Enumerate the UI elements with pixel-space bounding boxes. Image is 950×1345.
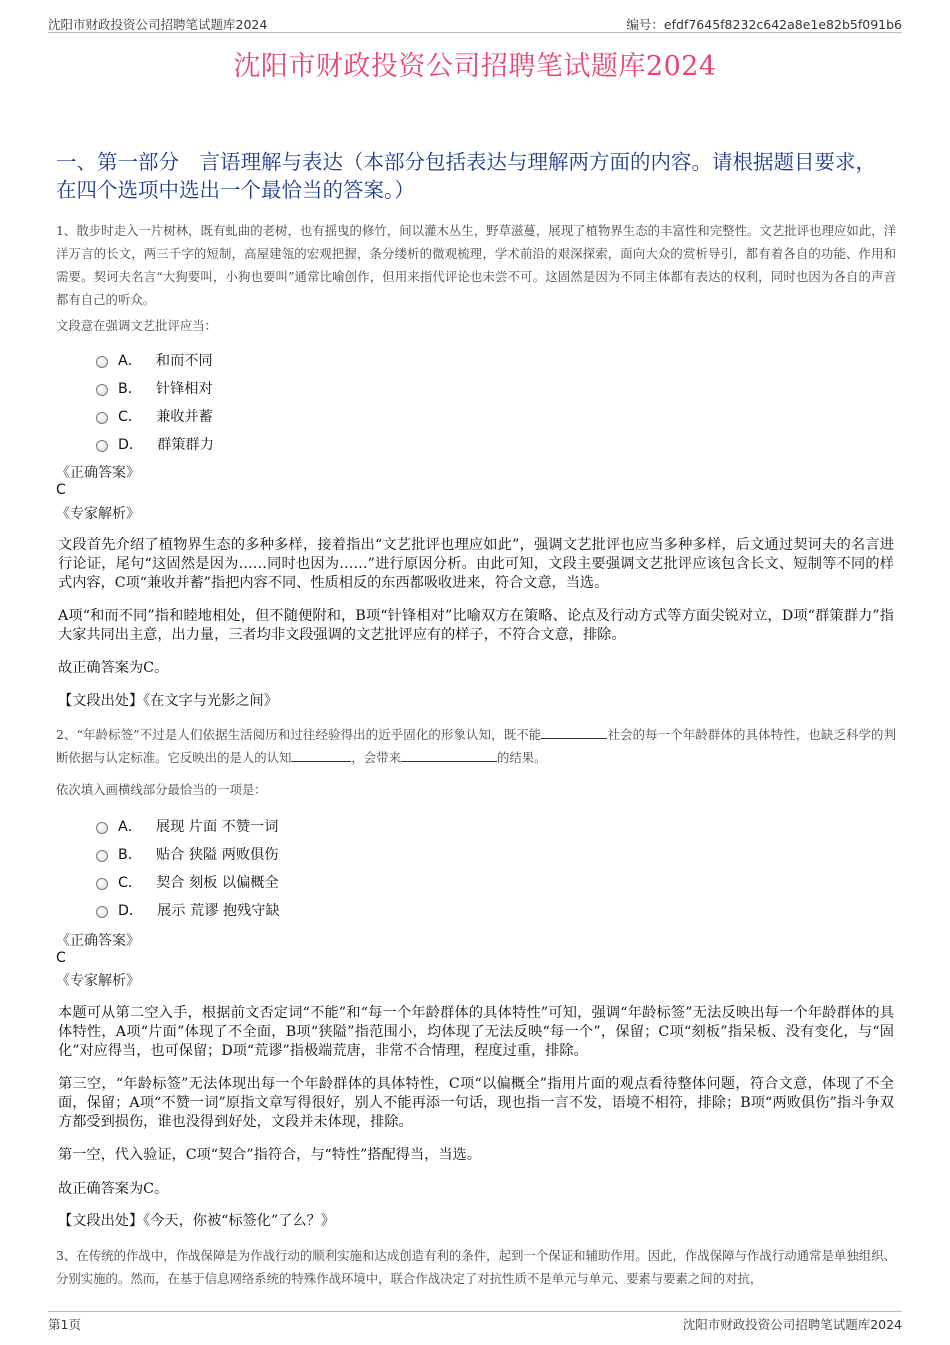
page-number: 第1页 [48, 1317, 81, 1332]
option-text: 贴合 狭隘 两败俱伤 [155, 847, 279, 863]
option-text: 展现 片面 不赞一词 [155, 819, 279, 835]
q2-passage-c: ，会带来 [351, 750, 401, 765]
q2-option-b[interactable] [96, 844, 278, 864]
q1-source: 【文段出处】《在文字与光影之间》 [58, 693, 278, 709]
q2-analysis-p4: 故正确答案为C。 [58, 1181, 169, 1197]
option-key: B． [118, 847, 142, 863]
q1-option-a[interactable] [96, 350, 213, 370]
option-key: A． [118, 819, 142, 835]
option-text: 兼收并蓄 [156, 409, 213, 425]
q2-option-a[interactable] [96, 816, 278, 836]
blank-2 [291, 749, 351, 762]
option-key: D． [118, 903, 144, 919]
radio-icon[interactable] [96, 850, 108, 862]
q2-passage-b: 社会的每一个年龄群体的具体特性，也缺乏科学的判断依据与认定标准。它反映出的是人的认知 [56, 727, 896, 765]
option-text: 展示 荒谬 抱残守缺 [157, 903, 280, 919]
page-footer [48, 1311, 902, 1332]
blank-1 [541, 726, 607, 739]
option-key: C． [118, 875, 143, 891]
q2-passage-a: 2、“年龄标签”不过是人们依据生活阅历和过往经验得出的近乎固化的形象认知，既不能 [56, 727, 542, 742]
q2-analysis-label: 《专家解析》 [56, 973, 140, 989]
q2-passage [56, 723, 896, 769]
q2-stem: 依次填入画横线部分最恰当的一项是： [56, 782, 267, 797]
q1-analysis-p1: 文段首先介绍了植物界生态的多种多样，接着指出“文艺批评也理应如此”，强调文艺批评也应当多种多样，后文通过契诃夫的名言进行论证，尾句“这固然是因为……同时也因为……”进行原因分析。由此可知，文段主要强调文艺批评应该包含长文、短制等不同的样式内容，C项“兼收并蓄”指把内容不同、性质相反的东西都吸收进来，符合文意，当选。 [58, 537, 894, 591]
blank-3 [401, 749, 497, 762]
q2-analysis-p1: 本题可从第二空入手，根据前文否定词“不能”和“每一个年龄群体的具体特性”可知，强调“年龄标签”无法反映出每一个年龄群体的具体特性，A项“片面”体现了不全面，B项“狭隘”指范围小，均体现了无法反映“每一个”，保留；C项“刻板”指呆板、没有变化，与“固化”对应得当，也可保留；D项“荒谬”指极端荒唐，非常不合情理，程度过重，排除。 [58, 1005, 894, 1059]
footer-doc-title: 沈阳市财政投资公司招聘笔试题库2024 [682, 1317, 902, 1332]
q1-option-d[interactable] [96, 434, 214, 454]
radio-icon[interactable] [96, 384, 108, 396]
option-key: C． [118, 409, 143, 425]
radio-icon[interactable] [96, 822, 108, 834]
page-title: 沈阳市财政投资公司招聘笔试题库2024 [233, 51, 717, 82]
option-text: 群策群力 [157, 437, 214, 453]
q3-passage: 3、在传统的作战中，作战保障是为作战行动的顺利实施和达成创造有利的条件，起到一个保证和辅助作用。因此，作战保障与作战行动通常是单独组织、分别实施的。然而，在基于信息网络系统的特殊作战环境中，联合作战决定了对抗性质不是单元与单元、要素与要素之间的对抗， [56, 1248, 896, 1286]
radio-icon[interactable] [96, 412, 108, 424]
option-key: A． [118, 353, 142, 369]
radio-icon[interactable] [96, 356, 108, 368]
q1-stem: 文段意在强调文艺批评应当： [56, 318, 218, 333]
q1-analysis-label: 《专家解析》 [56, 506, 140, 522]
q2-source: 【文段出处】《今天，你被“标签化”了么？》 [58, 1213, 335, 1229]
option-key: D． [118, 437, 144, 453]
section-heading: 一、第一部分 言语理解与表达（本部分包括表达与理解两方面的内容。请根据题目要求，在四个选项中选出一个最恰当的答案。） [56, 150, 876, 202]
q2-analysis-p2: 第三空，“年龄标签”无法体现出每一个年龄群体的具体特性，C项“以偏概全”指用片面的观点看待整体问题，符合文意，体现了不全面，保留；A项“不赞一词”原指文章写得很好，别人不能再添一句话，现也指一言不发，语境不相符，排除；B项“两败俱伤”指斗争双方都受到损伤，谁也没得到好处，文段并未体现，排除。 [58, 1076, 894, 1130]
header-doc-title: 沈阳市财政投资公司招聘笔试题库2024 [48, 17, 268, 32]
q1-option-c[interactable] [96, 406, 213, 426]
q1-analysis-p2: A项“和而不同”指和睦地相处，但不随便附和，B项“针锋相对”比喻双方在策略、论点及行动方式等方面尖锐对立，D项“群策群力”指大家共同出主意，出力量，三者均非文段强调的文艺批评应有的样子，不符合文意，排除。 [58, 608, 894, 643]
q2-option-d[interactable] [96, 900, 280, 920]
q2-answer: C [56, 950, 66, 966]
radio-icon[interactable] [96, 906, 108, 918]
q1-option-b[interactable] [96, 378, 213, 398]
q2-answer-label: 《正确答案》 [56, 933, 140, 949]
q2-analysis-p3: 第一空，代入验证，C项“契合”指符合，与“特性”搭配得当，当选。 [58, 1147, 481, 1163]
q1-answer-label: 《正确答案》 [56, 465, 140, 481]
q2-option-c[interactable] [96, 872, 279, 892]
radio-icon[interactable] [96, 440, 108, 452]
page-header [48, 14, 902, 33]
q1-answer: C [56, 482, 66, 498]
q1-passage: 1、散步时走入一片树林，既有虬曲的老树，也有摇曳的修竹，间以灌木丛生，野草滋蔓，展现了植物界生态的丰富性和完整性。文艺批评也理应如此，洋洋万言的长文，两三千字的短制，高屋建瓴的宏观把握，条分缕析的微观梳理，学术前沿的艰深探索，面向大众的赏析导引，都有着各自的功能、作用和需要。契诃夫名言“大狗要叫，小狗也要叫”通常比喻创作，但用来指代评论也未尝不可。这固然是因为不同主体都有表达的权利，同时也因为各自的声音都有自己的听众。 [56, 223, 896, 307]
option-key: B． [118, 381, 142, 397]
option-text: 契合 刻板 以偏概全 [156, 875, 279, 891]
q2-passage-d: 的结果。 [496, 750, 547, 765]
header-doc-id: 编号：efdf7645f8232c642a8e1e82b5f091b6 [626, 17, 902, 32]
q1-analysis-p3: 故正确答案为C。 [58, 660, 169, 676]
option-text: 和而不同 [155, 353, 213, 369]
option-text: 针锋相对 [155, 381, 213, 397]
radio-icon[interactable] [96, 878, 108, 890]
